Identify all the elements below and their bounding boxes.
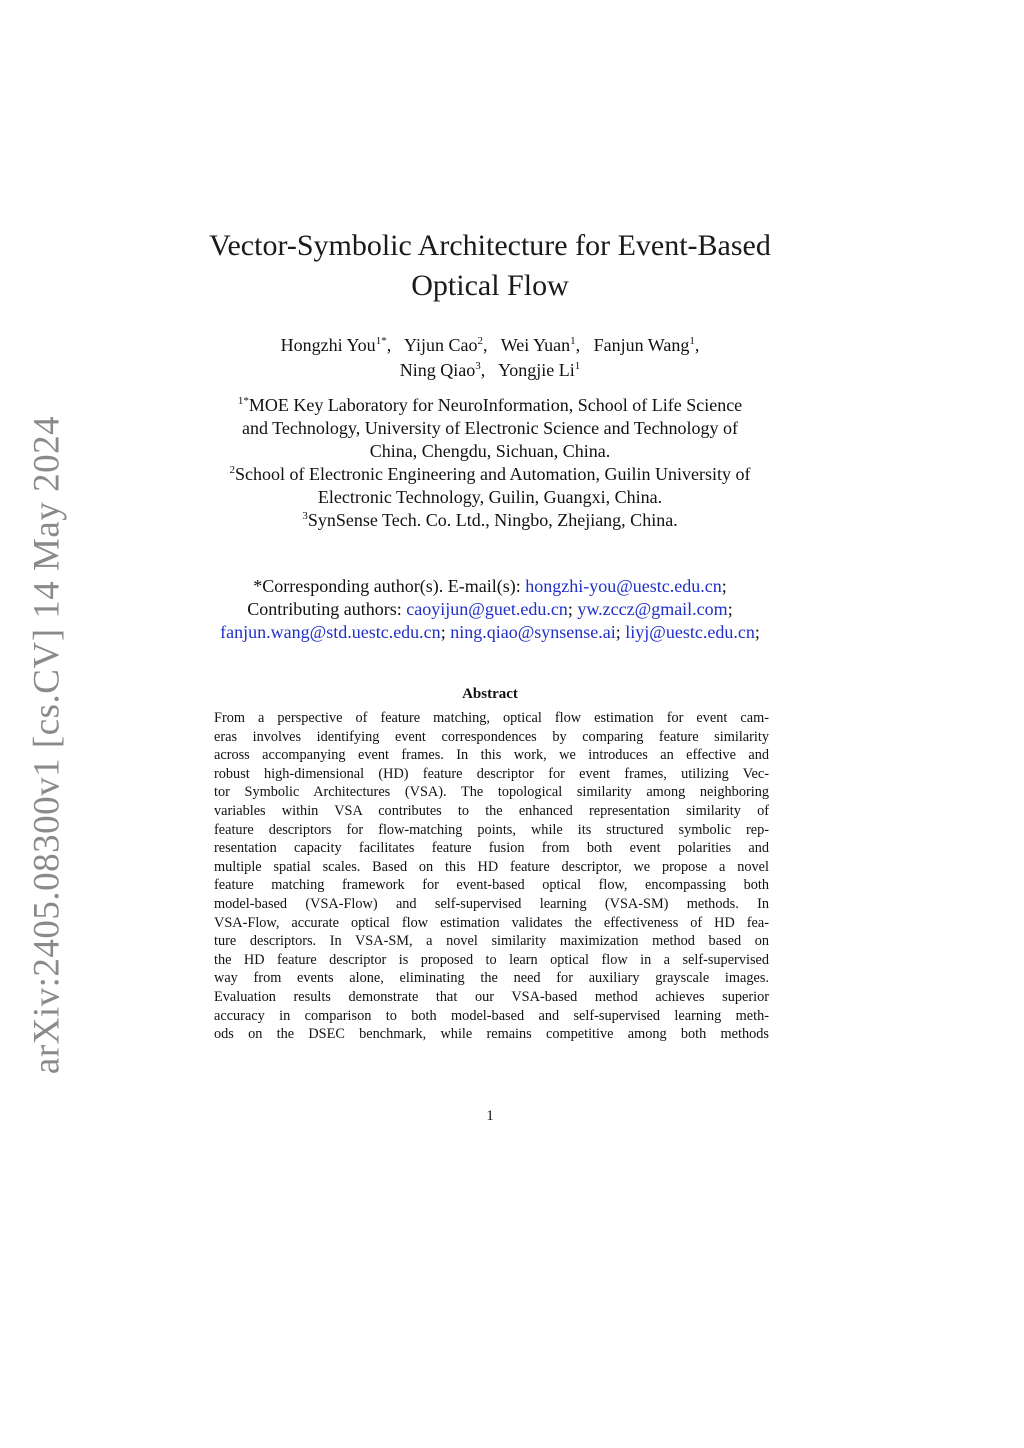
email-separator: ; [440, 622, 446, 642]
abstract-line: VSA-Flow, accurate optical flow estimation validates the effectiveness of HD fea- [214, 914, 769, 931]
author [281, 335, 392, 355]
author-separator: , [575, 335, 581, 355]
author-affiliation-marker: 1 [574, 360, 581, 372]
author [501, 335, 580, 355]
author-line-1 [190, 333, 790, 358]
author-name: Ning Qiao [399, 360, 476, 380]
email-separator: ; [727, 599, 733, 619]
abstract-line: eras involves identifying event correspondences by comparing feature similarity [214, 728, 769, 745]
affiliation-3-line-1 [185, 509, 795, 532]
correspondence-block [180, 575, 800, 644]
email-separator: ; [567, 599, 573, 619]
contributing-label: Contributing authors: [247, 599, 402, 619]
contributing-authors-line-2 [180, 621, 800, 644]
abstract-line: tor Symbolic Architectures (VSA). The topological similarity among neighboring [214, 784, 769, 801]
affiliation-text: School of Electronic Engineering and Automation, Guilin University of [235, 464, 751, 484]
email-separator: ; [721, 576, 727, 596]
author-affiliation-marker: 1 [689, 335, 695, 347]
affiliation-text: MOE Key Laboratory for NeuroInformation, School of Life Science [248, 395, 743, 415]
author-separator: , [480, 360, 486, 380]
abstract-line: way from events alone, eliminating the need for auxiliary grayscale images. [214, 970, 769, 987]
abstract-body [214, 709, 769, 1044]
abstract-line: feature descriptors for flow-matching points, while its structured symbolic rep- [214, 821, 769, 838]
author-separator: , [483, 335, 488, 355]
author-name: Wei Yuan [500, 335, 571, 355]
affiliation-1-line-1 [185, 394, 795, 417]
contributing-email-link[interactable]: caoyijun@guet.edu.cn [406, 599, 568, 619]
contributing-email-link[interactable]: fanjun.wang@std.uestc.edu.cn [220, 622, 441, 642]
abstract-line: resentation capacity facilitates feature fusion from both event polarities and [214, 840, 769, 857]
abstract-line: ture descriptors. In VSA-SM, a novel similarity maximization method based on [214, 933, 769, 950]
author [400, 360, 486, 380]
affiliation-1-line-3: China, Chengdu, Sichuan, China. [369, 441, 611, 461]
author-affiliation-marker: 3 [475, 360, 481, 372]
abstract-line: the HD feature descriptor is proposed to learn optical flow in a self-supervised [214, 951, 769, 968]
abstract-line: feature matching framework for event-based optical flow, encompassing both [214, 877, 769, 894]
abstract-heading: Abstract [462, 686, 518, 702]
affiliation-marker: 1* [237, 395, 249, 407]
author-affiliation-marker: 1 [570, 335, 576, 347]
contributing-email-link[interactable]: ning.qiao@synsense.ai [450, 622, 616, 642]
affiliation-marker: 3 [302, 510, 308, 522]
abstract-line: ods on the DSEC benchmark, while remains competitive among both methods [214, 1026, 769, 1043]
affiliation-list [185, 394, 795, 532]
affiliation-text: SynSense Tech. Co. Ltd., Ningbo, Zhejiang, China. [307, 510, 678, 530]
author-name: Fanjun Wang [593, 335, 690, 355]
abstract-line: robust high-dimensional (HD) feature descriptor for event frames, utilizing Vec- [214, 765, 769, 782]
abstract-line: variables within VSA contributes to the enhanced representation similarity of [214, 802, 769, 819]
author [498, 360, 580, 380]
author [404, 335, 488, 355]
title-line-2: Optical Flow [411, 269, 569, 302]
author-list [190, 333, 790, 383]
author-affiliation-marker: 2 [477, 335, 484, 347]
abstract-line: multiple spatial scales. Based on this HD feature descriptor, we propose a novel [214, 858, 769, 875]
contributing-email-link[interactable]: yw.zccz@gmail.com [577, 599, 728, 619]
author-name: Yongjie Li [498, 360, 575, 380]
author-name: Hongzhi You [280, 335, 376, 355]
abstract-line: From a perspective of feature matching, optical flow estimation for event cam- [214, 710, 769, 726]
abstract-line: accuracy in comparison to both model-based and self-supervised learning meth- [214, 1007, 769, 1024]
corresponding-email-link[interactable]: hongzhi-you@uestc.edu.cn [525, 576, 722, 596]
abstract-line: across accompanying event frames. In this work, we introduces an effective and [214, 747, 769, 764]
corresponding-label: *Corresponding author(s). E-mail(s): [253, 576, 521, 596]
abstract-line: Evaluation results demonstrate that our VSA-based method achieves superior [214, 988, 769, 1005]
affiliation-1-line-2: and Technology, University of Electronic Science and Technology of [241, 418, 738, 438]
email-separator: ; [754, 622, 760, 642]
arxiv-identifier-stamp: arXiv:2405.08300v1 [cs.CV] 14 May 2024 [26, 415, 68, 1075]
page-number: 1 [486, 1108, 494, 1124]
author-line-2 [190, 358, 790, 383]
author-name: Yijun Cao [404, 335, 478, 355]
abstract-line: model-based (VSA-Flow) and self-supervised learning (VSA-SM) methods. In [214, 895, 769, 912]
title-line-1: Vector-Symbolic Architecture for Event-Based [209, 229, 771, 262]
affiliation-2-line-1 [185, 463, 795, 486]
author-separator: , [694, 335, 700, 355]
affiliation-marker: 2 [229, 464, 236, 476]
contributing-email-link[interactable]: liyj@uestc.edu.cn [625, 622, 755, 642]
affiliation-2-line-2: Electronic Technology, Guilin, Guangxi, China. [317, 487, 663, 507]
author [594, 335, 700, 355]
contributing-authors-line-1 [180, 598, 800, 621]
corresponding-author-line [180, 575, 800, 598]
paper-title [190, 226, 790, 306]
email-separator: ; [615, 622, 621, 642]
author-separator: , [386, 335, 392, 355]
author-affiliation-marker: 1* [375, 335, 387, 347]
